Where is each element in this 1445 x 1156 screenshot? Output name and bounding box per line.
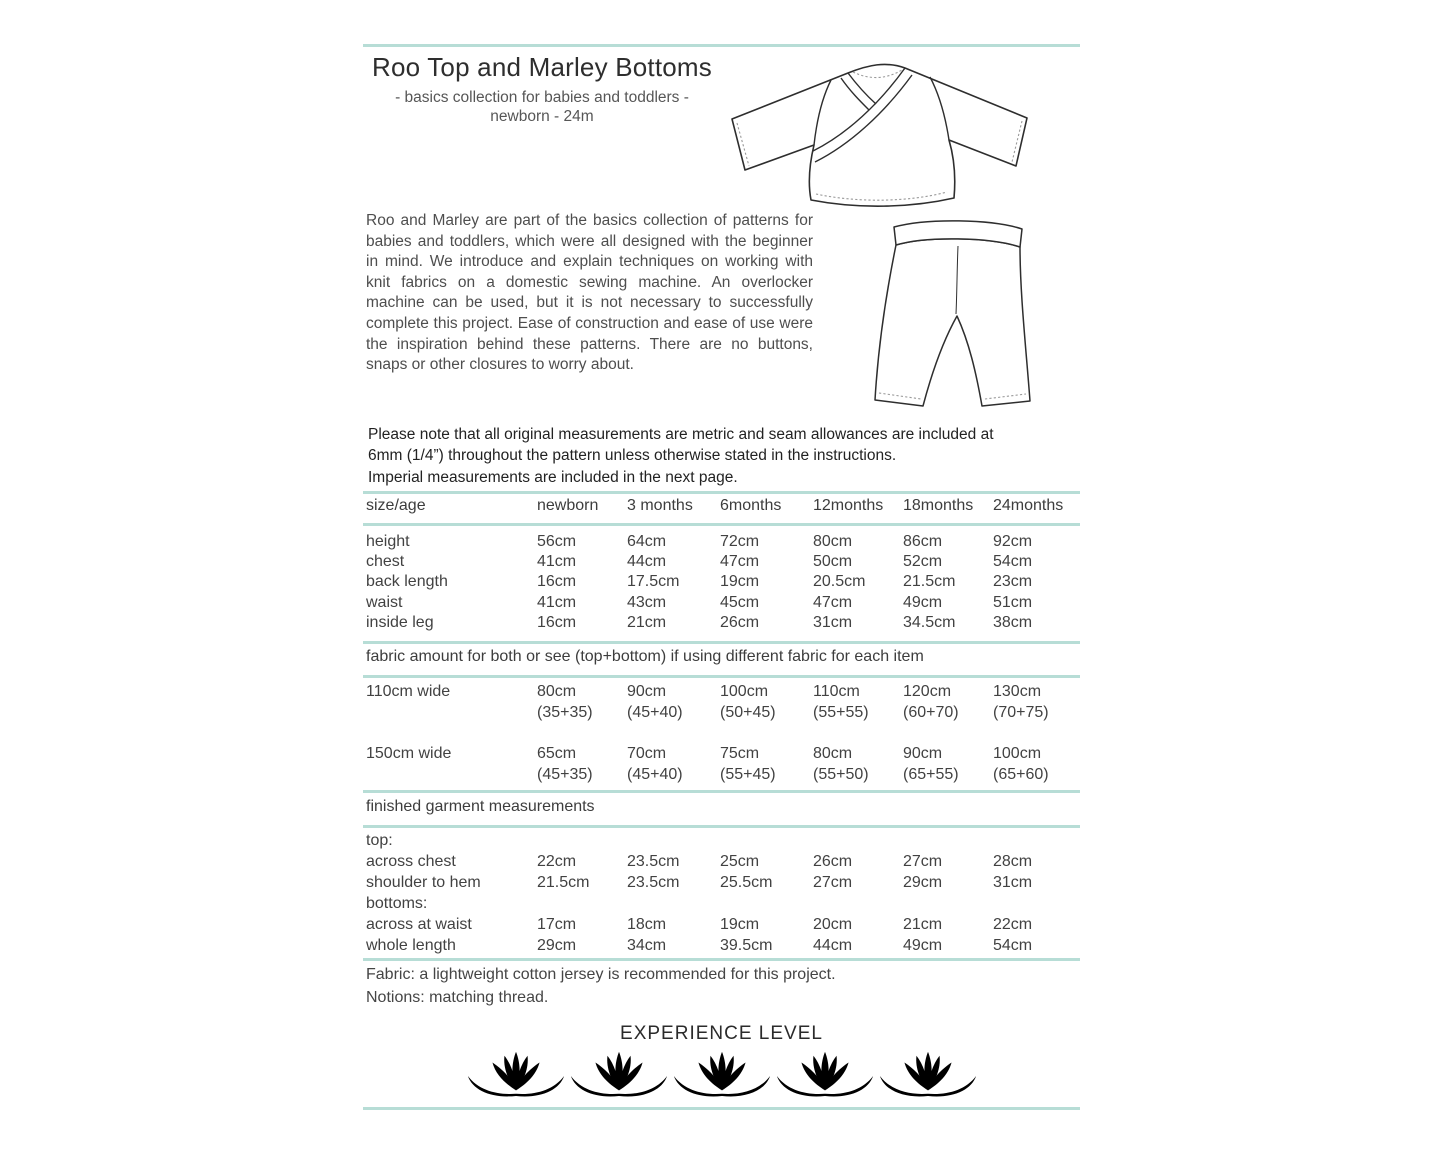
fabric-split: (50+45) xyxy=(720,704,776,721)
table-row xyxy=(363,681,1080,723)
fabric-split: (45+35) xyxy=(537,766,593,783)
table-row xyxy=(363,593,1080,613)
cell: 41cm xyxy=(537,553,577,571)
cell: 64cm xyxy=(627,533,667,550)
cell xyxy=(537,681,627,723)
fabric-amount: 100cm xyxy=(993,745,1042,762)
cell: 54cm xyxy=(993,936,1033,954)
cell: 29cm xyxy=(537,936,577,954)
table-row xyxy=(363,743,1080,785)
page-title: Roo Top and Marley Bottoms xyxy=(371,52,712,82)
cell xyxy=(993,681,1080,723)
table-row xyxy=(363,915,1080,936)
cell: 20.5cm xyxy=(813,573,866,591)
column-header: 6months xyxy=(720,497,782,514)
finished-section-heading: finished garment measurements xyxy=(366,798,595,815)
divider-line xyxy=(363,825,1080,828)
cell xyxy=(813,681,903,723)
table-row xyxy=(363,831,1080,852)
experience-level-heading: EXPERIENCE LEVEL xyxy=(620,1023,823,1044)
cell: 43cm xyxy=(627,593,667,611)
table-row xyxy=(363,552,1080,572)
page-subtitle: - basics collection for babies and toddlers - xyxy=(395,89,689,106)
cell xyxy=(627,743,720,785)
lotus-icon-outline xyxy=(671,1050,773,1100)
cell: 45cm xyxy=(720,593,760,611)
cell: 44cm xyxy=(627,553,667,571)
cell: 22cm xyxy=(537,852,577,870)
measurement-note xyxy=(368,424,1080,488)
cell: 16cm xyxy=(537,613,577,631)
cell: 49cm xyxy=(903,936,943,954)
column-header: 3 months xyxy=(627,497,693,514)
size-table-header xyxy=(363,497,1080,515)
cell xyxy=(627,681,720,723)
finished-table xyxy=(363,831,1080,956)
divider-line xyxy=(363,44,1080,47)
column-header: 12months xyxy=(813,497,884,514)
row-label: chest xyxy=(366,553,405,571)
cell: 52cm xyxy=(903,553,943,571)
cell: 92cm xyxy=(993,533,1033,550)
fabric-amount: 65cm xyxy=(537,745,577,762)
cell: 51cm xyxy=(993,593,1033,611)
cell: 26cm xyxy=(720,613,760,631)
cell xyxy=(903,681,993,723)
row-label: 110cm wide xyxy=(366,683,451,700)
cell: 17.5cm xyxy=(627,573,680,591)
cell: 86cm xyxy=(903,533,943,550)
cell: 49cm xyxy=(903,593,943,611)
cell: 34cm xyxy=(627,936,667,954)
table-row xyxy=(363,852,1080,873)
column-header: size/age xyxy=(366,497,426,514)
cell: 28cm xyxy=(993,852,1033,870)
fabric-amount: 80cm xyxy=(813,745,853,762)
fabric-split: (55+45) xyxy=(720,766,776,783)
table-row xyxy=(363,532,1080,552)
cell: 17cm xyxy=(537,915,577,933)
row-label: height xyxy=(366,533,410,550)
fabric-split: (45+40) xyxy=(627,704,683,721)
cell: 21cm xyxy=(627,613,667,631)
fabric-split: (65+55) xyxy=(903,766,959,783)
divider-line xyxy=(363,641,1080,644)
note-line: Imperial measurements are included in the next page. xyxy=(368,468,738,486)
fabric-split: (60+70) xyxy=(903,704,959,721)
cell: 31cm xyxy=(813,613,853,631)
note-line: 6mm (1/4”) throughout the pattern unless otherwise stated in the instructions. xyxy=(368,447,897,465)
row-label: shoulder to hem xyxy=(366,873,481,891)
fabric-amount: 90cm xyxy=(627,683,667,700)
divider-line xyxy=(363,958,1080,961)
cell: 56cm xyxy=(537,533,577,550)
row-label: back length xyxy=(366,573,448,591)
cell: 54cm xyxy=(993,553,1033,571)
fabric-amount: 130cm xyxy=(993,683,1042,700)
table-row xyxy=(363,873,1080,894)
notions-note: Notions: matching thread. xyxy=(366,988,549,1006)
fabric-split: (65+60) xyxy=(993,766,1049,783)
fabric-split: (55+55) xyxy=(813,704,869,721)
cell: 34.5cm xyxy=(903,613,956,631)
row-label: top: xyxy=(366,832,393,849)
cell: 72cm xyxy=(720,533,760,550)
cell xyxy=(720,681,813,723)
cell: 16cm xyxy=(537,573,577,591)
column-header: 18months xyxy=(903,497,974,514)
cell: 21.5cm xyxy=(537,873,590,891)
cell: 47cm xyxy=(813,593,853,611)
cell: 23.5cm xyxy=(627,873,680,891)
cell xyxy=(720,743,813,785)
row-label: waist xyxy=(366,593,403,611)
fabric-note: Fabric: a lightweight cotton jersey is recommended for this project. xyxy=(366,966,836,983)
intro-paragraph: Roo and Marley are part of the basics collection of patterns for babies and toddlers, which were all designed with the beginner in mind. We introduce and explain techniques on working with knit fabrics on a domestic sewing machine. An overlocker machine can be used, but it is not necessary to successfully complete this project. Ease of construction and ease of use were the inspiration behind these patterns. There are no buttons, snaps or other closures to worry about. xyxy=(366,212,813,374)
fabric-split: (35+35) xyxy=(537,704,593,721)
experience-level-indicator xyxy=(363,1050,1080,1100)
fabric-amount: 75cm xyxy=(720,745,760,762)
divider-line xyxy=(363,675,1080,678)
table-row xyxy=(363,894,1080,915)
cell: 41cm xyxy=(537,593,577,611)
kimono-top-illustration xyxy=(718,52,1044,216)
fabric-amount: 100cm xyxy=(720,683,769,700)
column-header: 24months xyxy=(993,497,1064,514)
lotus-icon-filled xyxy=(465,1050,567,1100)
cell: 25.5cm xyxy=(720,873,773,891)
divider-line xyxy=(363,491,1080,494)
cell xyxy=(993,743,1080,785)
cell: 19cm xyxy=(720,573,760,591)
fabric-amount: 120cm xyxy=(903,683,952,700)
row-label: 150cm wide xyxy=(366,745,452,762)
divider-line xyxy=(363,1107,1080,1110)
row-label: across at waist xyxy=(366,915,472,933)
row-label: inside leg xyxy=(366,613,434,631)
cell: 31cm xyxy=(993,873,1033,891)
row-label: bottoms: xyxy=(366,894,428,912)
table-row xyxy=(363,936,1080,957)
cell: 21cm xyxy=(903,915,943,933)
fabric-split: (55+50) xyxy=(813,766,869,783)
cell: 39.5cm xyxy=(720,936,773,954)
cell: 29cm xyxy=(903,873,943,891)
column-header: newborn xyxy=(537,497,599,514)
lotus-icon-outline xyxy=(877,1050,979,1100)
fabric-amount: 90cm xyxy=(903,745,943,762)
fabric-split: (70+75) xyxy=(993,704,1049,721)
cell: 19cm xyxy=(720,915,760,933)
fabric-amount: 70cm xyxy=(627,745,667,762)
cell: 25cm xyxy=(720,852,760,870)
lotus-icon-outline xyxy=(568,1050,670,1100)
cell: 20cm xyxy=(813,915,853,933)
cell: 23cm xyxy=(993,573,1033,591)
fabric-amount: 110cm xyxy=(813,683,860,700)
note-line: Please note that all original measurements are metric and seam allowances are included at xyxy=(368,426,994,443)
table-row xyxy=(363,613,1080,633)
cell: 23.5cm xyxy=(627,852,680,870)
age-range: newborn - 24m xyxy=(490,108,594,125)
cell: 22cm xyxy=(993,915,1033,933)
cell: 44cm xyxy=(813,936,853,954)
fabric-section-heading: fabric amount for both or see (top+bottom) if using different fabric for each item xyxy=(366,648,924,665)
cell: 27cm xyxy=(903,852,943,870)
material-notes xyxy=(366,964,836,1009)
cell: 38cm xyxy=(993,613,1033,631)
cell xyxy=(903,743,993,785)
cell: 47cm xyxy=(720,553,760,571)
divider-line xyxy=(363,523,1080,526)
lotus-icon-outline xyxy=(774,1050,876,1100)
fabric-split: (45+40) xyxy=(627,766,683,783)
row-label: whole length xyxy=(366,936,456,954)
row-label: across chest xyxy=(366,852,456,870)
cell: 50cm xyxy=(813,553,853,571)
cell: 21.5cm xyxy=(903,573,956,591)
cell: 18cm xyxy=(627,915,667,933)
cell xyxy=(813,743,903,785)
pants-illustration xyxy=(872,214,1046,416)
cell: 80cm xyxy=(813,533,853,550)
header-block xyxy=(366,52,718,127)
cell xyxy=(537,743,627,785)
cell: 27cm xyxy=(813,873,853,891)
size-table xyxy=(363,532,1080,633)
cell: 26cm xyxy=(813,852,853,870)
table-row xyxy=(363,572,1080,592)
fabric-table xyxy=(363,681,1080,805)
fabric-amount: 80cm xyxy=(537,683,577,700)
